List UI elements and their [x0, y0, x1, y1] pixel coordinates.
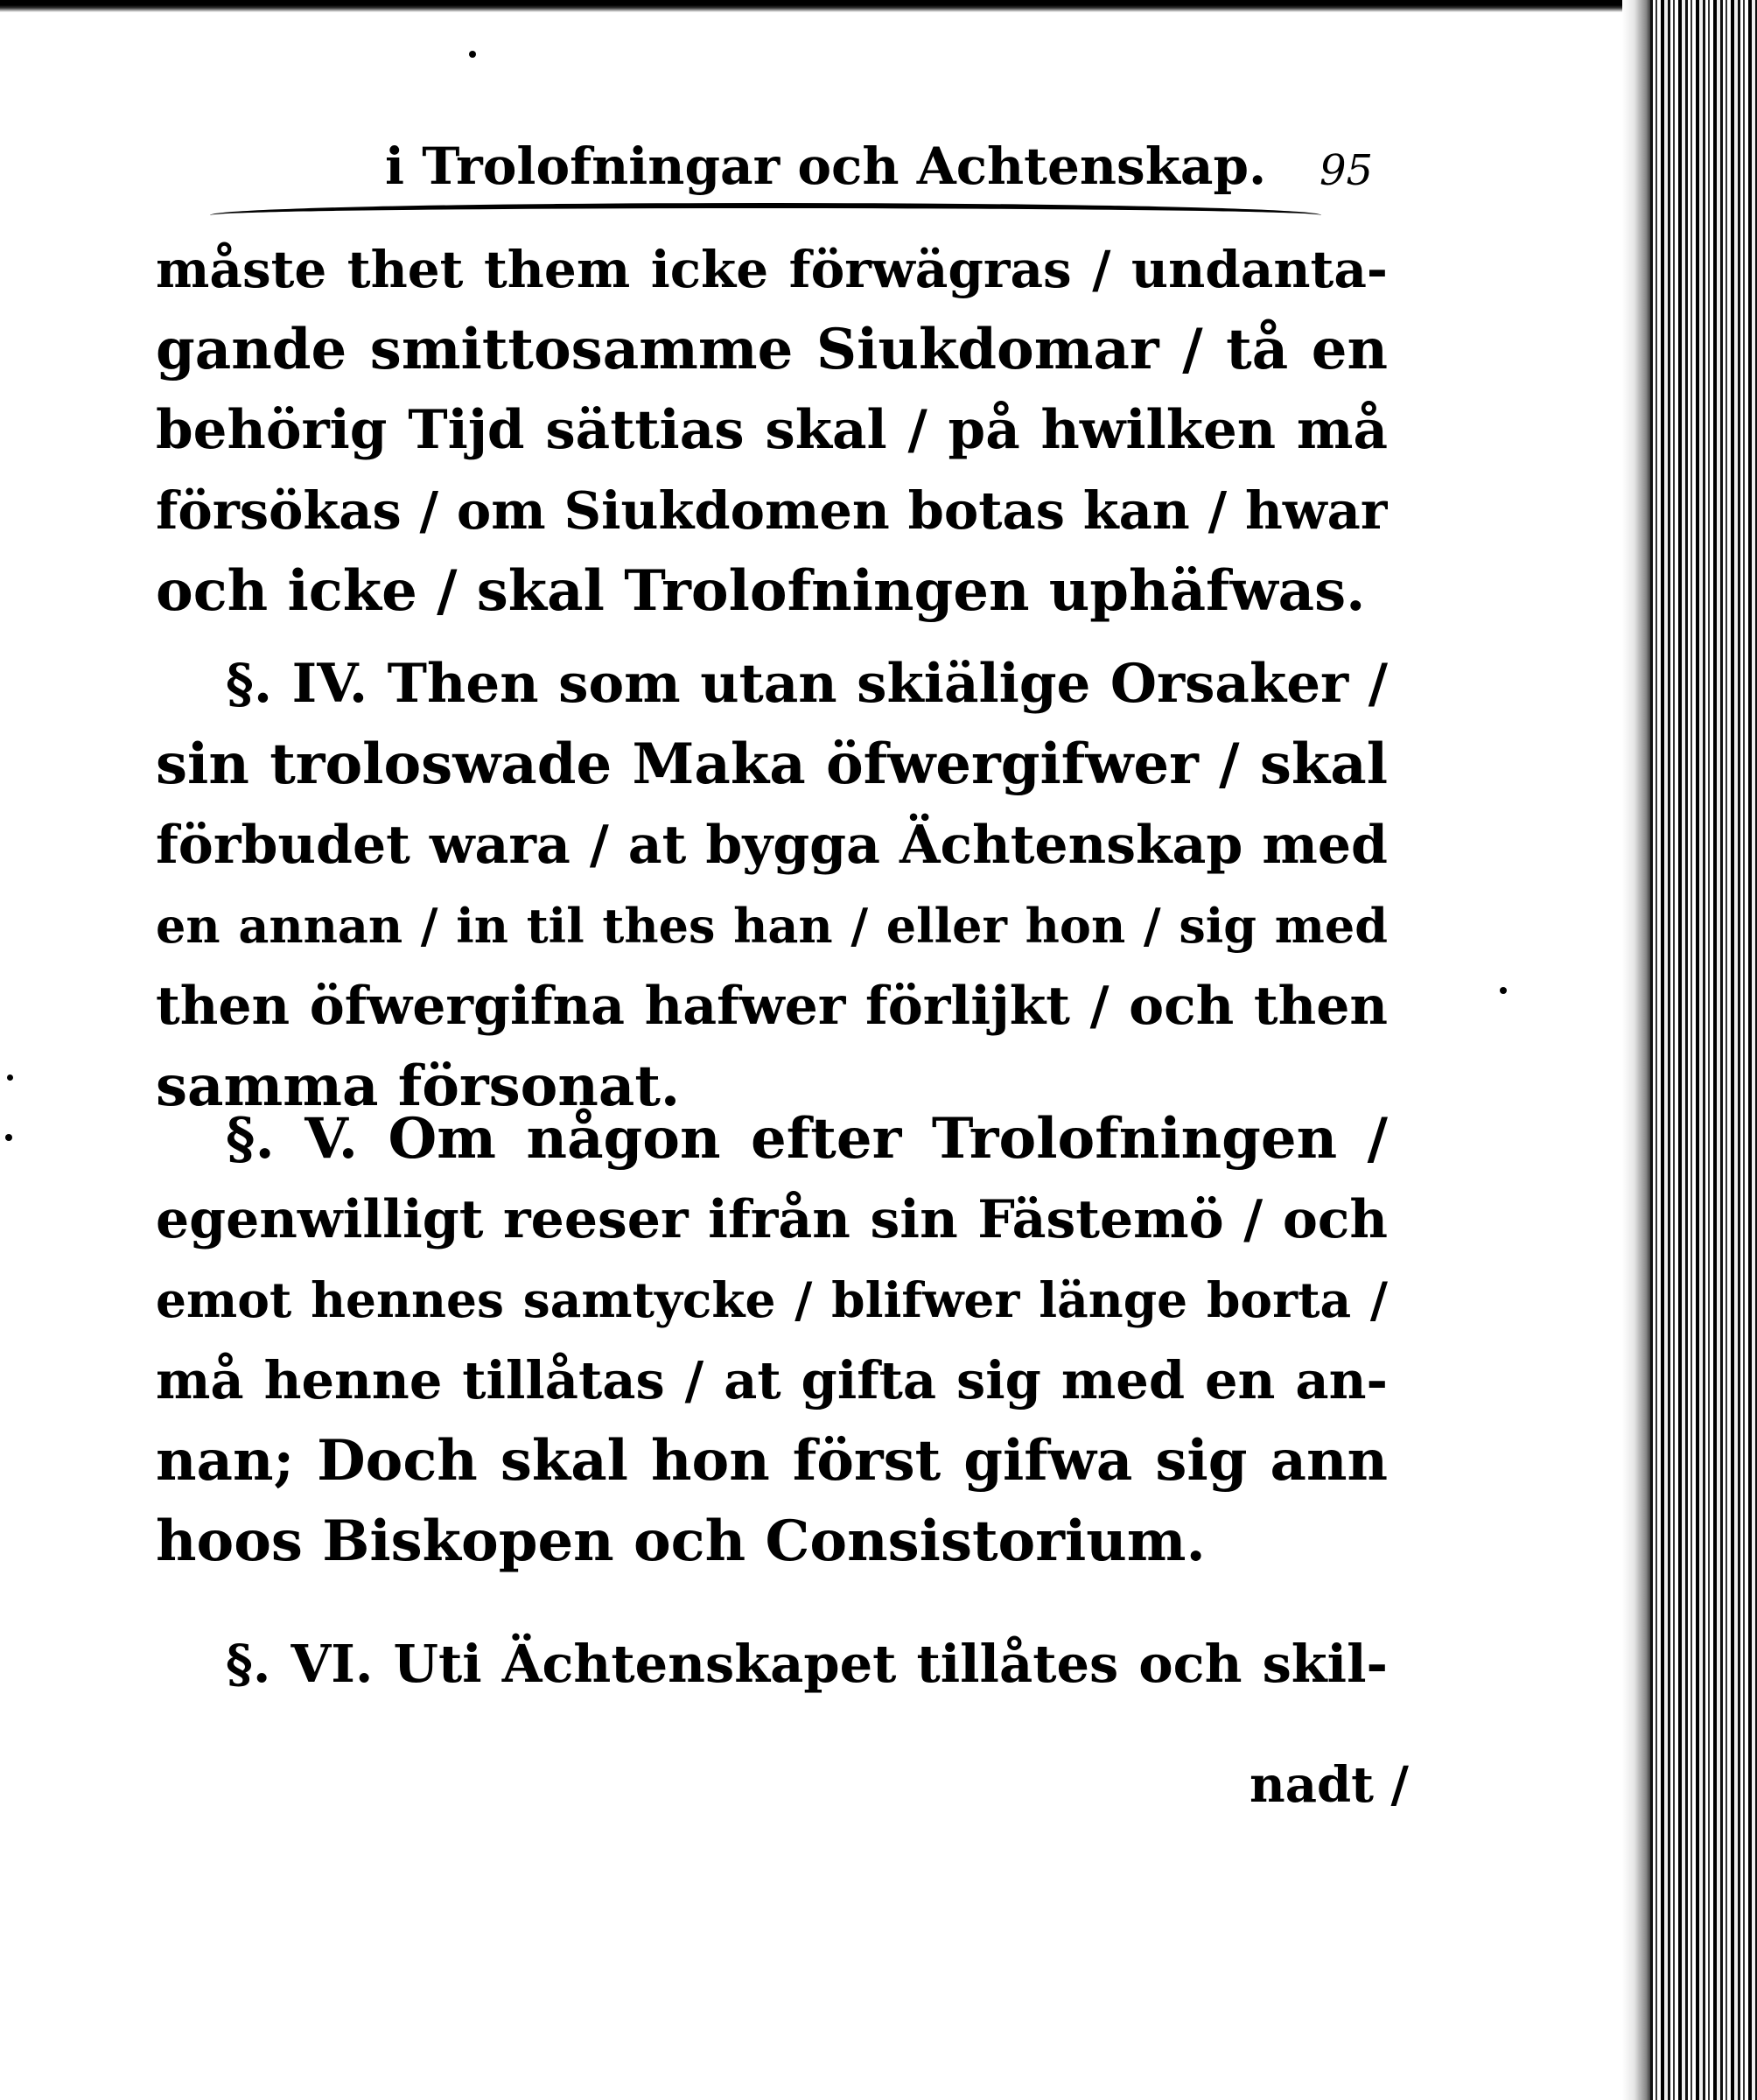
text-line: behörig Tijd sättias skal / på hwilken må: [156, 399, 1388, 461]
text-line: och icke / skal Trolofningen uphäfwas.: [156, 558, 1366, 624]
text-line: må henne tillåtas / at gifta sig med en an-: [156, 1350, 1388, 1410]
ink-speck: [7, 1074, 13, 1081]
text-line: försökas / om Siukdomen botas kan / hwar: [156, 480, 1388, 541]
catchword: nadt /: [1250, 1756, 1409, 1814]
paragraph-section-iv: [156, 644, 1388, 1127]
text-line: sin troloswade Maka öfwergifwer / skal: [156, 732, 1388, 797]
page-number: 95: [1320, 146, 1374, 195]
text-line: en annan / in til thes han / eller hon / sig med: [156, 898, 1388, 954]
ink-speck: [1500, 987, 1507, 994]
text-line: samma försonat.: [156, 1054, 681, 1119]
ink-speck: [5, 1134, 12, 1141]
ink-speck: [469, 51, 476, 58]
paragraph-section-v: [156, 1099, 1388, 1582]
text-line: egenwilligt reeser ifrån sin Fästemö / och: [156, 1189, 1388, 1250]
page-binding-edge: [1650, 0, 1757, 2100]
binding-shadow: [1622, 0, 1652, 2100]
text-line: förbudet wara / at bygga Ächtenskap med: [156, 815, 1388, 876]
text-line: hoos Biskopen och Consistorium.: [156, 1508, 1206, 1574]
text-line: gande smittosamme Siukdomar / tå en: [156, 317, 1388, 382]
paragraph-section-vi: [156, 1624, 1388, 1704]
running-head: i Trolofningar och Achtenskap.: [385, 136, 1267, 196]
text-line: then öfwergifna hafwer förlijkt / och then: [156, 976, 1388, 1037]
paragraph-continuation: [156, 229, 1388, 632]
text-line: §. V. Om någon efter Trolofningen /: [226, 1106, 1388, 1172]
scan-top-edge: [0, 0, 1689, 12]
text-line: emot hennes samtycke / blifwer länge borta /: [156, 1271, 1388, 1328]
text-line: §. VI. Uti Ächtenskapet tillåtes och skil-: [226, 1634, 1388, 1694]
text-line: §. IV. Then som utan skiälige Orsaker /: [226, 653, 1388, 715]
text-line: nan; Doch skal hon först gifwa sig ann: [156, 1428, 1388, 1494]
text-line: måste thet them icke förwägras / undanta-: [156, 240, 1388, 299]
header-rule: [210, 203, 1321, 215]
